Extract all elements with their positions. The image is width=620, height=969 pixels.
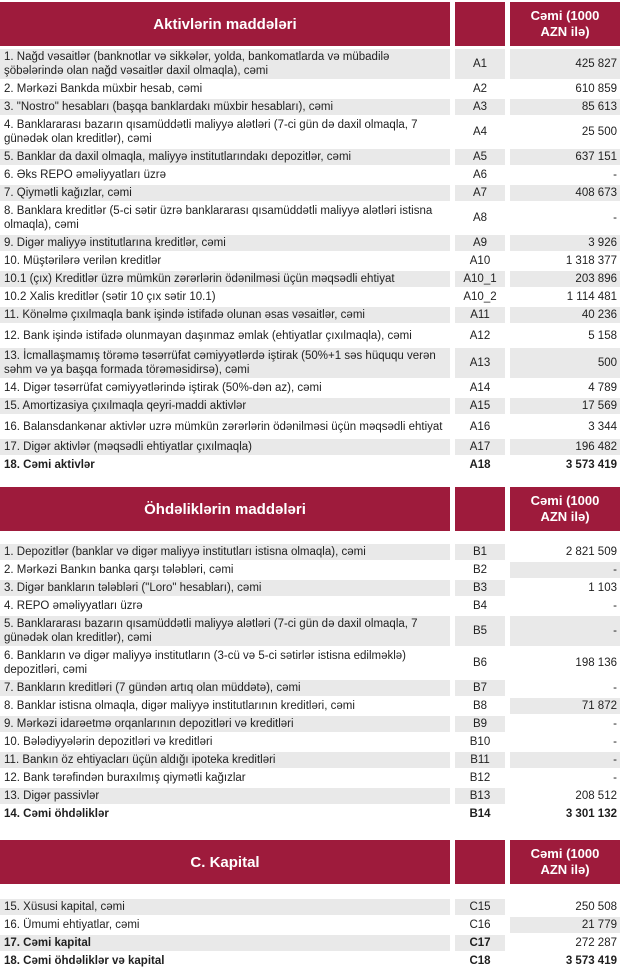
row-item-label: 14. Digər təsərrüfat cəmiyyətlərində iştirak (50%-dən az), cəmi: [0, 380, 450, 396]
row-item-label: 10. Müştərilərə verilən kreditlər: [0, 253, 450, 269]
row-item-value: 198 136: [510, 648, 620, 678]
row-item-value: -: [510, 680, 620, 696]
section-rows: [0, 544, 620, 822]
row-item-code: B11: [455, 752, 505, 768]
row-item-label: 6. Əks REPO əməliyyatları üzrə: [0, 167, 450, 183]
table-row: [0, 806, 620, 822]
row-item-code: A10_1: [455, 271, 505, 287]
row-item-value: -: [510, 616, 620, 646]
row-item-code: A10_2: [455, 289, 505, 305]
row-item-code: B10: [455, 734, 505, 750]
table-row: [0, 770, 620, 786]
row-item-label: 11. Könəlmə çıxılmaqla bank işində istifadə olunan əsas vəsaitlər, cəmi: [0, 307, 450, 323]
table-row: [0, 648, 620, 678]
row-item-code: A11: [455, 307, 505, 323]
row-item-value: 408 673: [510, 185, 620, 201]
row-item-value: 4 789: [510, 380, 620, 396]
table-row: [0, 680, 620, 696]
table-row: [0, 271, 620, 287]
row-item-label: 14. Cəmi öhdəliklər: [0, 806, 450, 822]
table-row: [0, 598, 620, 614]
row-item-label: 10. Bələdiyyələrin depozitləri və kreditləri: [0, 734, 450, 750]
section-rows: [0, 899, 620, 969]
table-row: [0, 580, 620, 596]
section-value-column-header: Cəmi (1000 AZN ilə): [510, 2, 620, 46]
row-item-value: 2 821 509: [510, 544, 620, 560]
table-row: [0, 953, 620, 969]
row-item-code: B6: [455, 648, 505, 678]
section-title: Öhdəliklərin maddələri: [0, 487, 450, 531]
row-item-label: 3. Digər bankların tələbləri ("Loro" hesabları), cəmi: [0, 580, 450, 596]
table-row: [0, 253, 620, 269]
row-item-code: B8: [455, 698, 505, 714]
row-item-value: 40 236: [510, 307, 620, 323]
row-item-label: 4. Banklararası bazarın qısamüddətli maliyyə alətləri (7-ci gün də daxil olmaqla, 7 günədək olan kreditlər), cəmi: [0, 117, 450, 147]
row-item-value: 637 151: [510, 149, 620, 165]
row-item-value: -: [510, 716, 620, 732]
row-item-code: B2: [455, 562, 505, 578]
table-row: [0, 398, 620, 414]
row-item-label: 9. Mərkəzi idarəetmə orqanlarının depozitləri və kreditləri: [0, 716, 450, 732]
row-item-value: 3 344: [510, 416, 620, 437]
row-item-code: B5: [455, 616, 505, 646]
table-row: [0, 935, 620, 951]
table-row: [0, 149, 620, 165]
row-item-value: 17 569: [510, 398, 620, 414]
section-kapital: [0, 840, 620, 969]
row-item-code: C15: [455, 899, 505, 915]
row-item-label: 12. Bank tərəfindən buraxılmış qiymətli kağızlar: [0, 770, 450, 786]
row-item-code: A6: [455, 167, 505, 183]
section-value-column-header: Cəmi (1000 AZN ilə): [510, 840, 620, 884]
row-item-label: 17. Cəmi kapital: [0, 935, 450, 951]
row-item-code: A17: [455, 439, 505, 455]
table-row: [0, 439, 620, 455]
row-item-code: A1: [455, 49, 505, 79]
row-item-label: 2. Mərkəzi Bankda müxbir hesab, cəmi: [0, 81, 450, 97]
table-row: [0, 167, 620, 183]
row-item-code: A8: [455, 203, 505, 233]
row-item-code: B14: [455, 806, 505, 822]
row-item-code: B7: [455, 680, 505, 696]
row-item-label: 1. Nağd vəsaitlər (banknotlar və sikkələr, yolda, bankomatlarda və mübadilə şöbələrində olan nağd vəsaitlər daxil olmaqla), cəmi: [0, 49, 450, 79]
table-row: [0, 734, 620, 750]
section-header-row: [0, 2, 620, 46]
table-row: [0, 185, 620, 201]
row-item-label: 16. Balansdankənar aktivlər uzrə mümkün zərərlərin ödənilməsi üçün məqsədli ehtiyat: [0, 416, 450, 437]
row-item-code: B12: [455, 770, 505, 786]
row-item-label: 6. Bankların və digər maliyyə institutların (3-cü və 5-ci sətirlər istisna edilməklə) depozitləri, cəmi: [0, 648, 450, 678]
row-item-code: A9: [455, 235, 505, 251]
section-header-row: [0, 487, 620, 531]
row-item-code: A12: [455, 325, 505, 346]
row-item-code: C18: [455, 953, 505, 969]
row-item-label: 18. Cəmi öhdəliklər və kapital: [0, 953, 450, 969]
table-row: [0, 307, 620, 323]
row-item-label: 11. Bankın öz ehtiyacları üçün aldığı ipoteka kreditləri: [0, 752, 450, 768]
row-item-value: 425 827: [510, 49, 620, 79]
row-item-label: 9. Digər maliyyə institutlarına kreditlər, cəmi: [0, 235, 450, 251]
row-item-label: 18. Cəmi aktivlər: [0, 457, 450, 473]
row-item-code: A5: [455, 149, 505, 165]
row-item-value: -: [510, 752, 620, 768]
table-row: [0, 416, 620, 437]
row-item-label: 17. Digər aktivlər (məqsədli ehtiyatlar çıxılmaqla): [0, 439, 450, 455]
row-item-value: 3 926: [510, 235, 620, 251]
table-row: [0, 562, 620, 578]
row-item-value: 1 103: [510, 580, 620, 596]
row-item-label: 5. Banklararası bazarın qısamüddətli maliyyə alətləri (7-ci gün də daxil olmaqla, 7 günədək olan kreditlər), cəmi: [0, 616, 450, 646]
row-item-value: 3 573 419: [510, 953, 620, 969]
table-row: [0, 899, 620, 915]
table-row: [0, 788, 620, 804]
row-item-code: A13: [455, 348, 505, 378]
section-aktivler: [0, 2, 620, 473]
section-ohdelikler: [0, 487, 620, 822]
section-title: Aktivlərin maddələri: [0, 2, 450, 46]
table-row: [0, 99, 620, 115]
table-row: [0, 325, 620, 346]
row-item-code: A7: [455, 185, 505, 201]
table-row: [0, 49, 620, 79]
row-item-label: 15. Amortizasiya çıxılmaqla qeyri-maddi aktivlər: [0, 398, 450, 414]
table-row: [0, 203, 620, 233]
table-row: [0, 81, 620, 97]
row-item-value: 196 482: [510, 439, 620, 455]
row-item-code: B4: [455, 598, 505, 614]
row-item-label: 13. Digər passivlər: [0, 788, 450, 804]
row-item-label: 5. Banklar da daxil olmaqla, maliyyə institutlarındakı depozitlər, cəmi: [0, 149, 450, 165]
table-row: [0, 235, 620, 251]
row-item-code: A16: [455, 416, 505, 437]
table-row: [0, 544, 620, 560]
row-item-label: 8. Banklar istisna olmaqla, digər maliyyə institutlarının kreditləri, cəmi: [0, 698, 450, 714]
row-item-code: B13: [455, 788, 505, 804]
section-title: C. Kapital: [0, 840, 450, 884]
row-item-code: A2: [455, 81, 505, 97]
row-item-value: -: [510, 770, 620, 786]
row-item-value: 610 859: [510, 81, 620, 97]
row-item-value: 500: [510, 348, 620, 378]
table-row: [0, 716, 620, 732]
row-item-value: -: [510, 203, 620, 233]
row-item-label: 7. Bankların kreditləri (7 gündən artıq olan müddətə), cəmi: [0, 680, 450, 696]
row-item-code: A4: [455, 117, 505, 147]
section-value-column-header: Cəmi (1000 AZN ilə): [510, 487, 620, 531]
section-rows: [0, 49, 620, 473]
row-item-code: A18: [455, 457, 505, 473]
section-header-row: [0, 840, 620, 884]
row-item-value: 1 114 481: [510, 289, 620, 305]
row-item-value: -: [510, 598, 620, 614]
row-item-label: 1. Depozitlər (banklar və digər maliyyə institutları istisna olmaqla), cəmi: [0, 544, 450, 560]
row-item-value: 85 613: [510, 99, 620, 115]
row-item-value: 208 512: [510, 788, 620, 804]
table-row: [0, 380, 620, 396]
row-item-value: 1 318 377: [510, 253, 620, 269]
row-item-label: 8. Banklara kreditlər (5-ci sətir üzrə banklararası qısamüddətli maliyyə alətləri istisna olmaqla), cəmi: [0, 203, 450, 233]
row-item-code: C17: [455, 935, 505, 951]
row-item-label: 2. Mərkəzi Bankın banka qarşı tələbləri, cəmi: [0, 562, 450, 578]
row-item-code: B3: [455, 580, 505, 596]
row-item-label: 4. REPO əməliyyatları üzrə: [0, 598, 450, 614]
row-item-value: 272 287: [510, 935, 620, 951]
row-item-label: 3. "Nostro" hesabları (başqa banklardakı müxbir hesabları), cəmi: [0, 99, 450, 115]
table-row: [0, 917, 620, 933]
section-header-code-spacer: [455, 840, 505, 884]
row-item-code: A10: [455, 253, 505, 269]
table-row: [0, 117, 620, 147]
table-row: [0, 348, 620, 378]
row-item-code: A3: [455, 99, 505, 115]
row-item-value: 3 573 419: [510, 457, 620, 473]
section-header-code-spacer: [455, 487, 505, 531]
row-item-label: 10.1 (çıx) Kreditlər üzrə mümkün zərərlərin ödənilməsi üçün məqsədli ehtiyat: [0, 271, 450, 287]
row-item-label: 15. Xüsusi kapital, cəmi: [0, 899, 450, 915]
row-item-value: 203 896: [510, 271, 620, 287]
row-item-label: 10.2 Xalis kreditlər (sətir 10 çıx sətir 10.1): [0, 289, 450, 305]
table-row: [0, 457, 620, 473]
row-item-value: 250 508: [510, 899, 620, 915]
row-item-value: 21 779: [510, 917, 620, 933]
row-item-value: 5 158: [510, 325, 620, 346]
row-item-label: 16. Ümumi ehtiyatlar, cəmi: [0, 917, 450, 933]
table-row: [0, 616, 620, 646]
table-row: [0, 289, 620, 305]
row-item-code: B9: [455, 716, 505, 732]
row-item-value: 25 500: [510, 117, 620, 147]
row-item-label: 12. Bank işində istifadə olunmayan daşınmaz əmlak (ehtiyatlar çıxılmaqla), cəmi: [0, 325, 450, 346]
row-item-value: -: [510, 734, 620, 750]
row-item-code: A15: [455, 398, 505, 414]
row-item-value: -: [510, 167, 620, 183]
row-item-value: 71 872: [510, 698, 620, 714]
section-header-code-spacer: [455, 2, 505, 46]
row-item-value: -: [510, 562, 620, 578]
row-item-label: 13. İcmallaşmamış törəmə təsərrüfat cəmiyyətlərdə iştirak (50%+1 səs hüququ verən səhm və ya başqa formada törəməsidirsə), cəmi: [0, 348, 450, 378]
row-item-value: 3 301 132: [510, 806, 620, 822]
row-item-label: 7. Qiymətli kağızlar, cəmi: [0, 185, 450, 201]
row-item-code: A14: [455, 380, 505, 396]
table-row: [0, 698, 620, 714]
row-item-code: C16: [455, 917, 505, 933]
row-item-code: B1: [455, 544, 505, 560]
table-row: [0, 752, 620, 768]
